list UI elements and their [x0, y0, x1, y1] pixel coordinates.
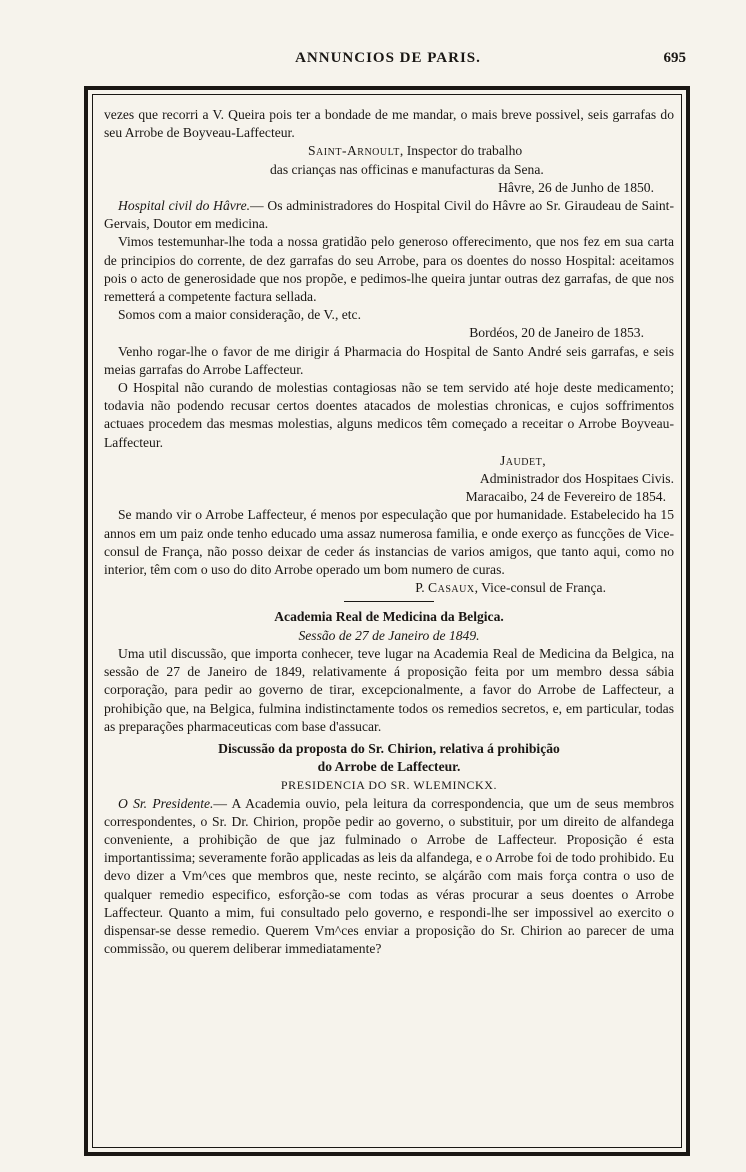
article-body — [104, 106, 674, 958]
academy-session: Sessão de 27 de Janeiro de 1849. — [298, 627, 480, 643]
letter2-body: Vimos testemunhar-lhe toda a nossa gratidão pelo generoso offerecimento, que nos fez em sua carta de principios do corrente, de dez garrafas do seu Arrobe, para os doentes do nosso Hospital: aceitamos pois o acto de generosidade que nos propõe, e pedimos-lhe queira juntar outras dez garrafas, de que nos remetterá a competente factura sellada. — [104, 234, 674, 305]
letter2-place-date: Bordéos, 20 de Janeiro de 1853. — [469, 325, 644, 341]
letter3-signer-name-suffix: , — [542, 452, 546, 468]
letter4-signer-prefix: P. — [415, 580, 429, 596]
running-head — [90, 50, 686, 72]
speech-text: — A Academia ouvio, pela leitura da correspondencia, que um de seus membros correspondentes, o Sr. Dr. Chirion, propõe pedir ao governo, o substituir, por um direito de alfandega conveniente, a prohibição de que jaz fulminado o Arrobe de Laffecteur. Proposição é esta importantissima; severamente forão applicadas as leis da alfandega, e o Arrobe foi de todo prohibido. Eu devo dizer a Vm^ces que membros que, neste recinto, se alçárão com mais força contra o uso de qualquer remedio especifico, esforção-se com todas as véras procurar a seus doentes o Arrobe Laffecteur. Quanto a mim, fui consultado pelo governo, e respondi-lhe ser impossivel ao exercito o dispensar-se desse remedio. Querem Vm^ces enviar a proposição do Sr. Chirion ao parecer de uma commissão, ou querem deliberar immediatamente? — [104, 795, 674, 957]
letter3-place-date: Maracaibo, 24 de Fevereiro de 1854. — [465, 489, 666, 505]
discussion-title-line-1: Discussão da proposta do Sr. Chirion, relativa á prohibição — [218, 740, 560, 756]
page-number: 695 — [663, 50, 686, 66]
letter3-signature — [104, 452, 674, 470]
presidency-heading: PRESIDENCIA DO SR. WLEMINCKX. — [280, 778, 498, 793]
discussion-title-line-2: do Arrobe de Laffecteur. — [317, 759, 461, 775]
academy-heading: Academia Real de Medicina da Belgica. — [274, 609, 504, 625]
letter2-intro-rest: — Os administradores do Hospital Civil do Hâvre ao Sr. Giraudeau de Saint-Gervais, Doutor em medicina. — [104, 198, 674, 232]
letter4-body: Se mando vir o Arrobe Laffecteur, é menos por especulação que por humanidade. Estabelecido ha 15 annos em um paiz onde tenho educado uma assaz numerosa familia, e onde exerço as funcções de Vice-consul de França, não posso deixar de ceder ás instancias de varios amigos, que tanto aqui, como no interior, têm com o uso do dito Arrobe operado um bom numero de curas. — [104, 507, 674, 578]
academy-paragraph: Uma util discussão, que importa conhecer, teve lugar na Academia Real de Medicina da Belgica, na sessão de 27 de Janeiro de 1849, relativamente á proposição feita por um membro dessa sábia corporação, para pedir ao governo de tirar, excepcionalmente, a favor do Arrobe de Laffecteur, a prohibição que, na Belgica, fulmina indistinctamente todos os remedios secretos, e, em particular, todas as preparações pharmaceuticas com base d'assucar. — [104, 645, 674, 734]
letter2-closing: Somos com a maior consideração, de V., etc. — [118, 307, 361, 323]
letter1-signer-role-2: das crianças nas officinas e manufacturas da Sena. — [270, 161, 544, 177]
letter3-para2: O Hospital não curando de molestias contagiosas não se tem servido até hoje deste medicamento; todavia não podendo recusar certos doentes atacados de molestias chronicas, e cujos soffrimentos actuaes procedem das mesmas molestias, alguns medicos têm começado a receitar o Arrobe Boyveau-Laffecteur. — [104, 380, 674, 450]
letter3-signer-role: Administrador dos Hospitaes Civis. — [479, 471, 674, 487]
letter1-signer-role-1: , Inspector do trabalho — [399, 143, 523, 159]
letter4-signature — [104, 579, 674, 597]
section-divider — [344, 601, 434, 602]
letter2-intro — [104, 197, 674, 233]
letter1-place-date: Hâvre, 26 de Junho de 1850. — [498, 179, 654, 195]
running-title: ANNUNCIOS DE PARIS. — [295, 50, 481, 66]
letter1-signer-name: Saint-Arnoult — [308, 143, 400, 159]
letter1-text: vezes que recorri a V. Queira pois ter a bondade de me mandar, o mais breve possivel, seis garrafas do seu Arrobe de Boyveau-Laffecteur. — [104, 107, 674, 141]
letter1-signature — [104, 142, 674, 160]
speech-speaker: O Sr. Presidente. — [118, 795, 214, 811]
letter2-intro-italic: Hospital civil do Hâvre. — [118, 198, 251, 214]
letter3-signer-name: Jaudet — [500, 452, 543, 468]
letter4-signer-name: Casaux — [428, 580, 475, 596]
president-speech — [104, 795, 674, 959]
letter4-signer-role: , Vice-consul de França. — [474, 580, 606, 596]
letter3-para1: Venho rogar-lhe o favor de me dirigir á Pharmacia do Hospital de Santo André seis garrafas, e seis meias garrafas do Arrobe Laffecteur. — [104, 343, 674, 377]
